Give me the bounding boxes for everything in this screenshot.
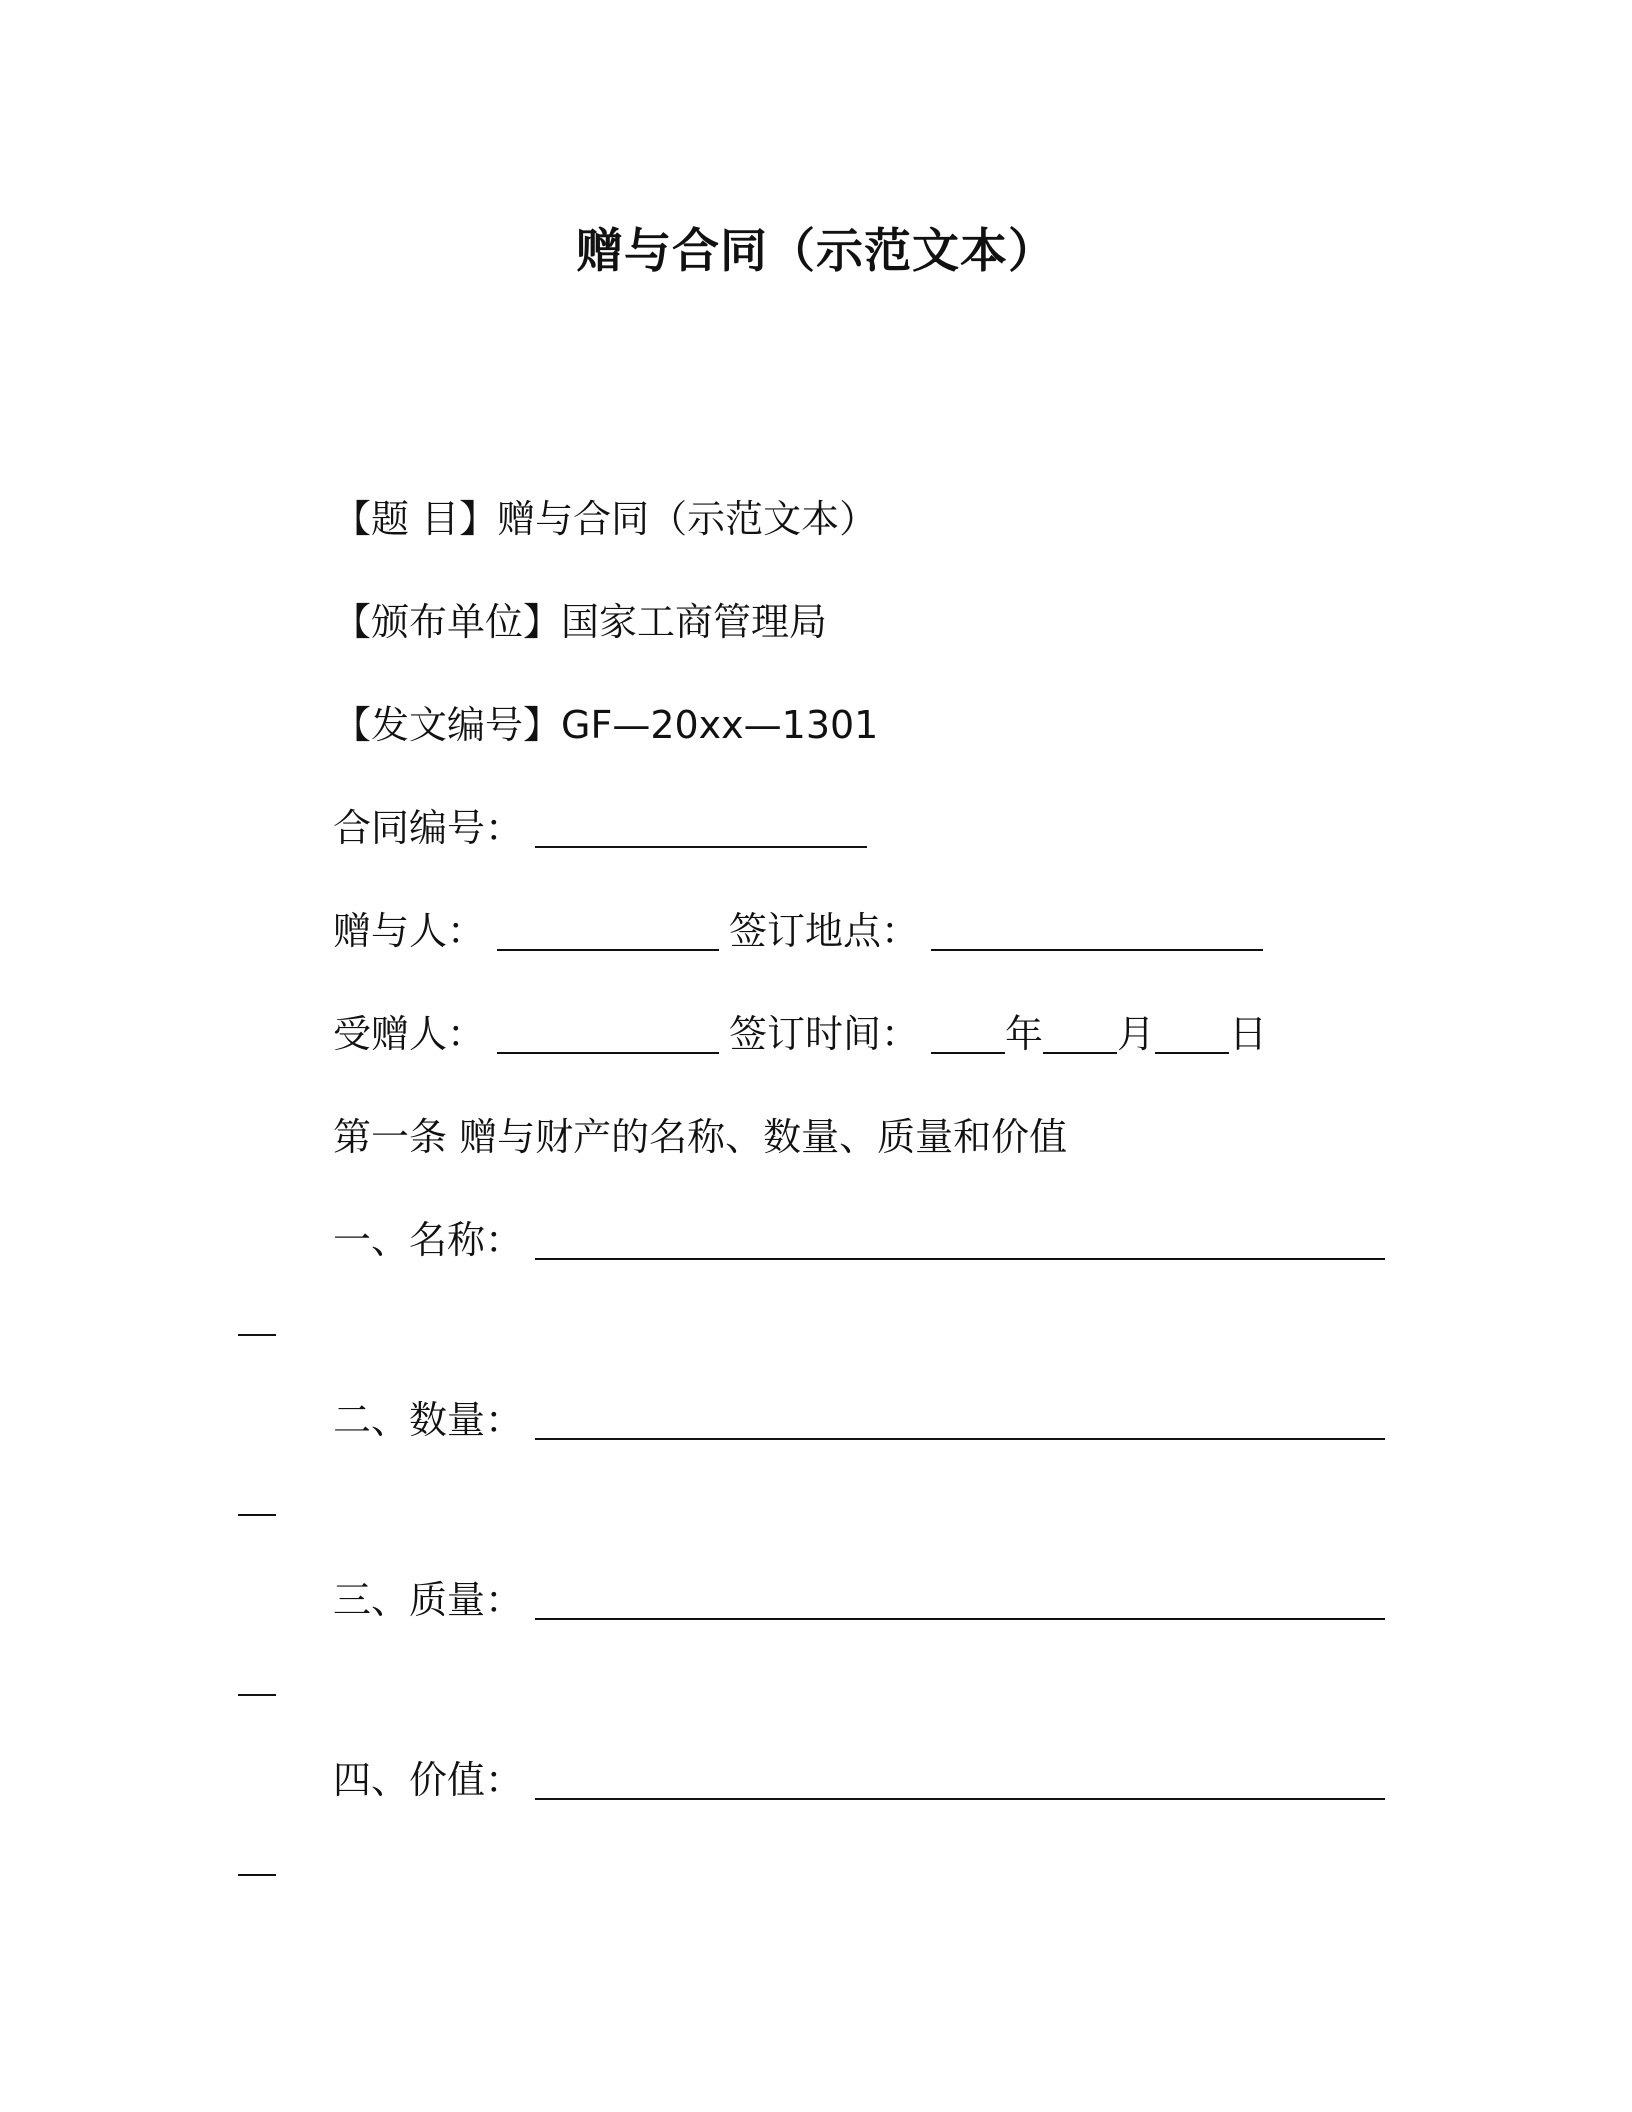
- sign-place-blank[interactable]: [931, 907, 1263, 951]
- item-quantity-continuation-dash: [238, 1514, 276, 1516]
- article-1-heading: [333, 1109, 1067, 1165]
- donee-line: [333, 1006, 1267, 1062]
- item-value-line: [333, 1752, 1385, 1808]
- issuer-value: 国家工商管理局: [561, 600, 828, 644]
- doc-number-value: GF—20xx—1301: [561, 703, 879, 747]
- contract-number-label: 合同编号：: [333, 806, 524, 850]
- sign-time-label: 签订时间：: [729, 1012, 920, 1056]
- sign-place-label: 签订地点：: [729, 909, 920, 953]
- contract-number-blank[interactable]: [535, 804, 867, 848]
- item-quality-label: 三、质量：: [333, 1578, 524, 1622]
- doc-number-label: 【发文编号】: [333, 703, 562, 747]
- donee-label: 受赠人：: [333, 1012, 486, 1056]
- issuer-line: [333, 594, 827, 650]
- donor-blank[interactable]: [497, 907, 719, 951]
- year-label: 年: [1005, 1012, 1044, 1056]
- doc-number-line: [333, 697, 878, 753]
- item-quantity-blank[interactable]: [535, 1396, 1385, 1440]
- subject-label: 【题 目】: [333, 497, 498, 541]
- subject-value: 赠与合同（示范文本）: [497, 497, 878, 541]
- item-name-label: 一、名称：: [333, 1218, 524, 1262]
- item-quality-continuation-dash: [238, 1694, 276, 1696]
- donee-blank[interactable]: [497, 1010, 719, 1054]
- sign-year-blank[interactable]: [931, 1010, 1005, 1054]
- donor-line: [333, 903, 1263, 959]
- item-quantity-label: 二、数量：: [333, 1398, 524, 1442]
- item-value-continuation-dash: [238, 1874, 276, 1876]
- sign-day-blank[interactable]: [1155, 1010, 1229, 1054]
- donor-label: 赠与人：: [333, 909, 486, 953]
- item-name-line: [333, 1212, 1385, 1268]
- day-label: 日: [1229, 1012, 1268, 1056]
- month-label: 月: [1117, 1012, 1156, 1056]
- item-quality-blank[interactable]: [535, 1576, 1385, 1620]
- issuer-label: 【颁布单位】: [333, 600, 562, 644]
- subject-line: [333, 491, 877, 547]
- item-name-blank[interactable]: [535, 1216, 1385, 1260]
- item-quality-line: [333, 1572, 1385, 1628]
- item-value-label: 四、价值：: [333, 1758, 524, 1802]
- article-1-heading-text: 第一条 赠与财产的名称、数量、质量和价值: [333, 1115, 1068, 1159]
- item-quantity-line: [333, 1392, 1385, 1448]
- document-title: 赠与合同（示范文本）: [576, 224, 1056, 279]
- item-name-continuation-dash: [238, 1334, 276, 1336]
- contract-number-line: [333, 800, 867, 856]
- item-value-blank[interactable]: [535, 1756, 1385, 1800]
- sign-month-blank[interactable]: [1043, 1010, 1117, 1054]
